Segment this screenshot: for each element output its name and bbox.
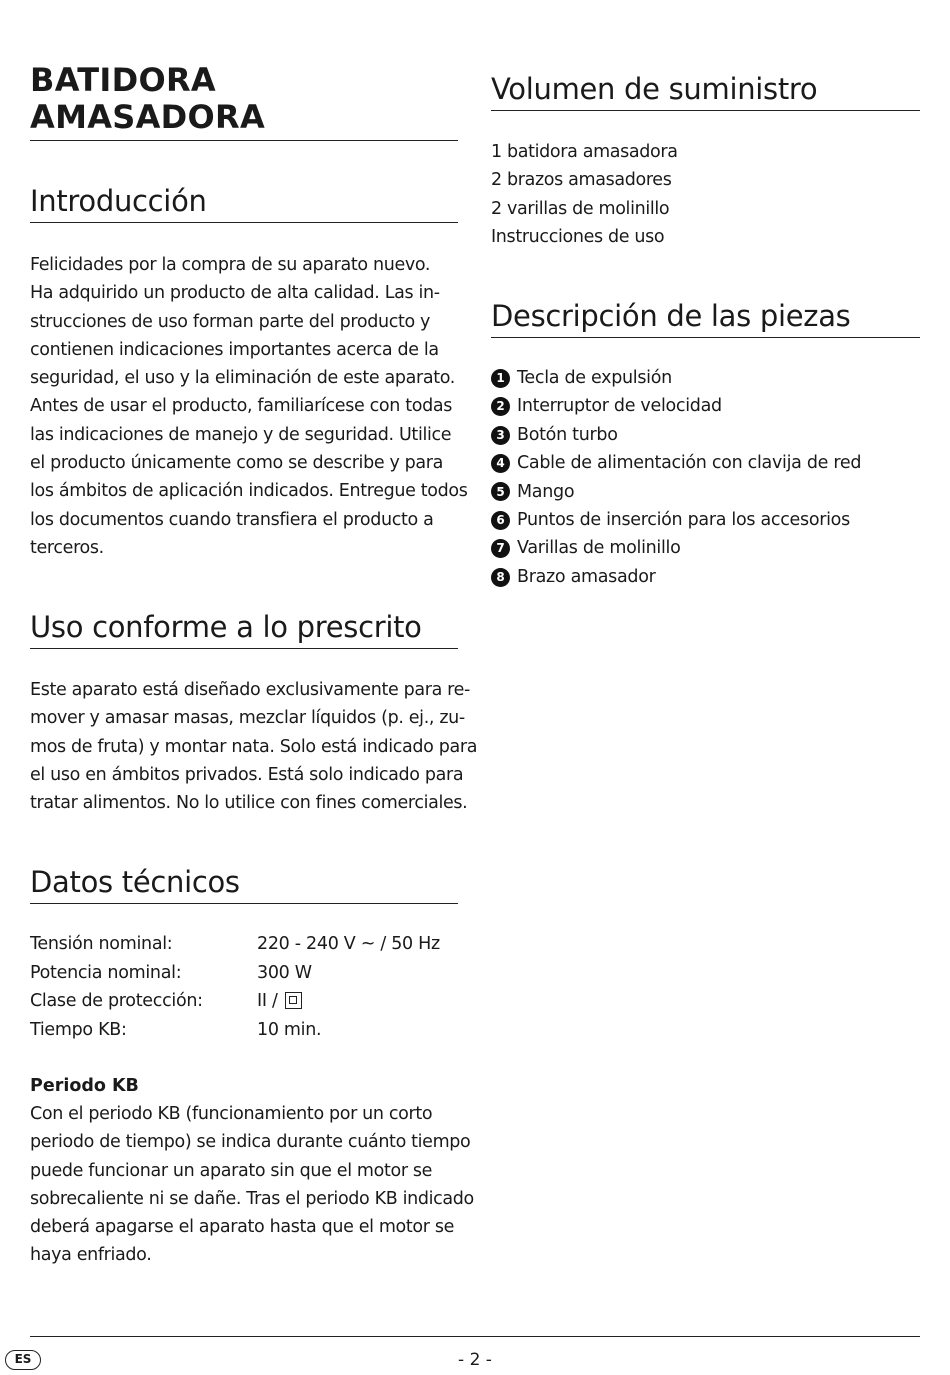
- spec-value: 300 W: [257, 962, 312, 983]
- list-item: [491, 563, 861, 591]
- text-line: los ámbitos de aplicación indicados. Entregue todos: [30, 481, 468, 502]
- intro-heading: Introducción: [30, 184, 458, 223]
- text-line: deberá apagarse el aparato hasta que el motor se: [30, 1217, 455, 1238]
- technical-table: [30, 930, 458, 1044]
- text-line: sobrecaliente ni se dañe. Tras el periodo KB indicado: [30, 1188, 474, 1209]
- part-label: Brazo amasador: [517, 566, 656, 587]
- list-item: [491, 364, 861, 392]
- spec-row: [30, 930, 458, 959]
- part-label: Tecla de expulsión: [517, 368, 672, 388]
- intended-use-heading: Uso conforme a lo prescrito: [30, 610, 458, 649]
- text-line: el uso en ámbitos privados. Está solo indicado para: [30, 764, 464, 785]
- number-badge: 1: [491, 369, 510, 388]
- supply-heading: Volumen de suministro: [491, 72, 920, 111]
- parts-list: [491, 364, 861, 591]
- text-line: seguridad, el uso y la eliminación de este aparato.: [30, 368, 455, 389]
- spec-row: [30, 1016, 458, 1045]
- technical-heading: Datos técnicos: [30, 865, 458, 904]
- language-badge: ES: [5, 1350, 41, 1370]
- text-line: contienen indicaciones importantes acerca de la: [30, 339, 439, 360]
- list-item: Instrucciones de uso: [491, 226, 665, 247]
- parts-heading: Descripción de las piezas: [491, 299, 920, 338]
- spec-value-protection: [257, 987, 302, 1016]
- intended-use-paragraph: [30, 676, 478, 817]
- number-badge: 8: [491, 568, 510, 587]
- list-item: [491, 534, 861, 562]
- text-line: los documentos cuando transfiera el producto a: [30, 509, 434, 530]
- part-label: Mango: [517, 481, 575, 502]
- spec-label: Tiempo KB:: [30, 1019, 127, 1040]
- kb-paragraph: [30, 1100, 474, 1270]
- text-line: mover y amasar masas, mezclar líquidos (p. ej., zu-: [30, 708, 465, 729]
- text-line: periodo de tiempo) se indica durante cuánto tiempo: [30, 1132, 471, 1153]
- protection-class-text: II /: [257, 991, 278, 1011]
- part-label: Cable de alimentación con clavija de red: [517, 453, 862, 474]
- text-line: las indicaciones de manejo y de seguridad. Utilice: [30, 424, 452, 445]
- intro-paragraph: [30, 251, 468, 562]
- part-label: Botón turbo: [517, 424, 618, 445]
- number-badge: 3: [491, 426, 510, 445]
- title-line: BATIDORA: [30, 61, 216, 99]
- spec-value: 10 min.: [257, 1019, 322, 1040]
- spec-row: [30, 987, 458, 1016]
- spec-label: Potencia nominal:: [30, 962, 182, 983]
- document-title: [30, 62, 458, 141]
- text-line: Antes de usar el producto, familiarícese con todas: [30, 396, 452, 417]
- list-item: 1 batidora amasadora: [491, 142, 678, 162]
- footer-divider: [30, 1336, 920, 1337]
- text-line: tratar alimentos. No lo utilice con fines comerciales.: [30, 793, 468, 814]
- title-line: AMASADORA: [30, 98, 266, 136]
- list-item: [491, 506, 861, 534]
- spec-label: Tensión nominal:: [30, 934, 173, 954]
- protection-class-ii-icon: [285, 992, 302, 1009]
- number-badge: 7: [491, 539, 510, 558]
- list-item: [491, 478, 861, 506]
- text-line: Ha adquirido un producto de alta calidad. Las in-: [30, 283, 440, 304]
- text-line: Felicidades por la compra de su aparato nuevo.: [30, 255, 431, 275]
- number-badge: 6: [491, 511, 510, 530]
- text-line: terceros.: [30, 537, 104, 558]
- spec-value: 220 - 240 V ~ / 50 Hz: [257, 934, 440, 954]
- kb-heading: Periodo KB: [30, 1076, 139, 1096]
- supply-list: [491, 138, 920, 251]
- text-line: Con el periodo KB (funcionamiento por un corto: [30, 1104, 433, 1124]
- list-item: 2 brazos amasadores: [491, 170, 672, 191]
- spec-row: [30, 959, 458, 988]
- number-badge: 2: [491, 397, 510, 416]
- part-label: Puntos de inserción para los accesorios: [517, 510, 850, 531]
- spec-label: Clase de protección:: [30, 991, 203, 1011]
- text-line: Este aparato está diseñado exclusivamente para re-: [30, 680, 470, 700]
- text-line: strucciones de uso forman parte del producto y: [30, 311, 431, 332]
- list-item: 2 varillas de molinillo: [491, 198, 670, 219]
- page-number: - 2 -: [458, 1350, 492, 1370]
- list-item: [491, 392, 861, 420]
- part-label: Varillas de molinillo: [517, 538, 681, 559]
- list-item: [491, 421, 861, 449]
- number-badge: 5: [491, 482, 510, 501]
- text-line: puede funcionar un aparato sin que el motor se: [30, 1160, 433, 1181]
- text-line: el producto únicamente como se describe y para: [30, 453, 444, 474]
- text-line: mos de fruta) y montar nata. Solo está indicado para: [30, 736, 478, 757]
- part-label: Interruptor de velocidad: [517, 396, 722, 417]
- text-line: haya enfriado.: [30, 1245, 152, 1266]
- list-item: [491, 449, 861, 477]
- number-badge: 4: [491, 454, 510, 473]
